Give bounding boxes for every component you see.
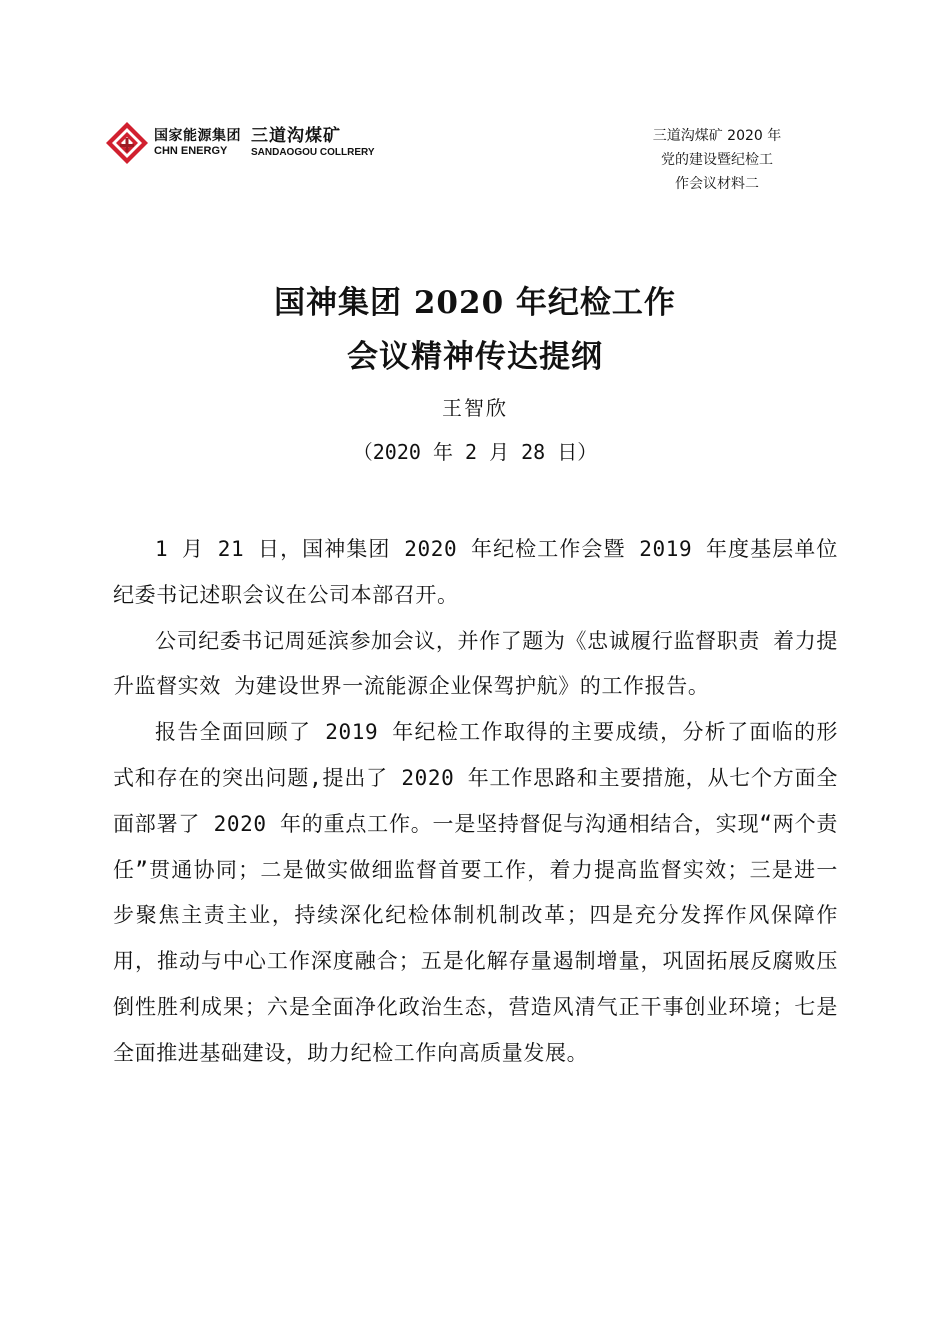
document-meta-note [632, 124, 802, 196]
meta-line: 作会议材料二 [675, 176, 759, 192]
title-line: 会议精神传达提纲 [347, 339, 603, 375]
body-paragraph: 公司纪委书记周延滨参加会议，并作了题为《忠诚履行监督职责 着力提升监督实效 为建设世界一流能源企业保驾护航》的工作报告。 [113, 628, 838, 699]
document-title [0, 276, 950, 384]
title-line: 国神集团 2020 年纪检工作 [274, 285, 676, 321]
unit-name-cn: 三道沟煤矿 [251, 126, 341, 146]
body-paragraph: 1 月 21 日，国神集团 2020 年纪检工作会暨 2019 年度基层单位纪委书记述职会议在公司本部召开。 [113, 537, 838, 607]
chn-energy-logo-icon [104, 120, 150, 166]
group-name-cn: 国家能源集团 [154, 128, 241, 144]
document-author: 王智欣 [442, 396, 508, 420]
document-body [113, 527, 838, 1077]
group-name-en: CHN ENERGY [154, 145, 228, 157]
header-logo [104, 118, 385, 168]
unit-name-en: SANDAOGOU COLLRERY [251, 147, 375, 158]
meta-line: 三道沟煤矿 2020 年 [652, 128, 782, 144]
document-date: （2020 年 2 月 28 日） [352, 440, 598, 464]
group-name-block [154, 128, 241, 158]
unit-name-block [251, 127, 375, 159]
body-paragraph: 报告全面回顾了 2019 年纪检工作取得的主要成绩，分析了面临的形式和存在的突出问题,提出了 2020 年工作思路和主要措施，从七个方面全面部署了 2020 年的重点工作。一是坚持督促与沟通相结合，实现“两个责任”贯通协同；二是做实做细监督首要工作，着力提高监督实效；三是进一步聚焦主责主业，持续深化纪检体制机制改革；四是充分发挥作风保障作用，推动与中心工作深度融合；五是化解存量遏制增量，巩固拓展反腐败压倒性胜利成果；六是全面净化政治生态，营造风清气正干事创业环境；七是全面推进基础建设，助力纪检工作向高质量发展。 [113, 720, 838, 1065]
meta-line: 党的建设暨纪检工 [661, 152, 773, 168]
